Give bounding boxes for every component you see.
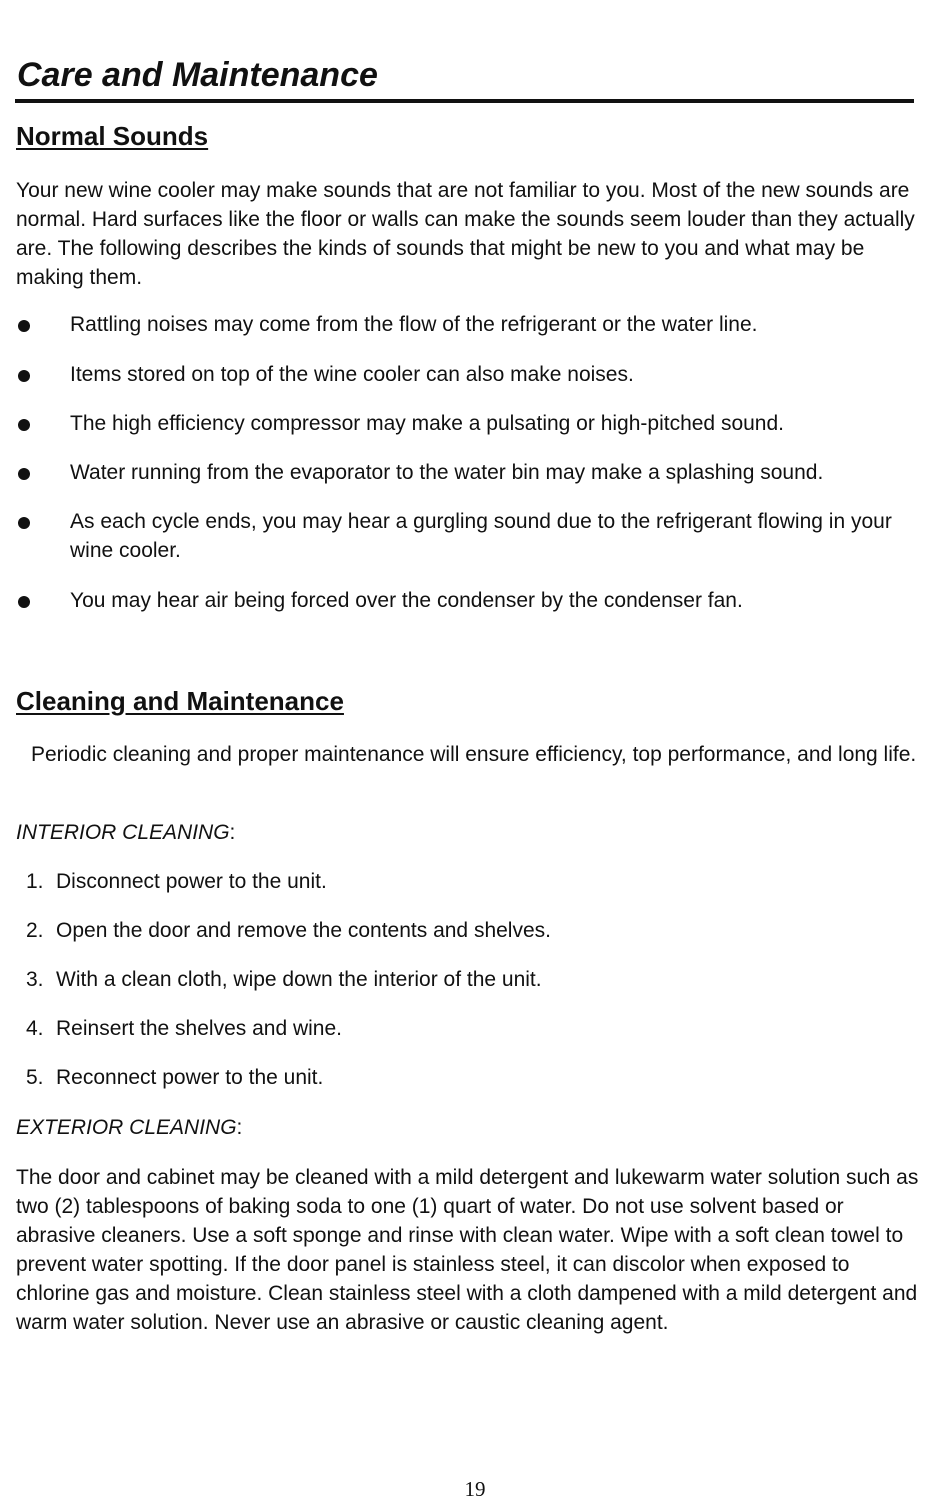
step-number: 2. — [26, 919, 44, 942]
bullet-icon — [18, 419, 30, 431]
bullet-icon — [18, 596, 30, 608]
list-item-text: Water running from the evaporator to the water bin may make a splashing sound. — [70, 461, 824, 484]
list-item-text: The high efficiency compressor may make a pulsating or high-pitched sound. — [70, 412, 784, 435]
normal-sounds-heading: Normal Sounds — [16, 121, 209, 151]
step-text: Reinsert the shelves and wine. — [56, 1017, 342, 1040]
exterior-cleaning-label — [16, 1113, 242, 1142]
page-number: 19 — [464, 1477, 486, 1501]
list-item-text: As each cycle ends, you may hear a gurgling sound due to the refrigerant flowing in your wine cooler. — [70, 510, 892, 562]
bullet-icon — [18, 320, 30, 332]
list-item-text: You may hear air being forced over the condenser by the condenser fan. — [70, 589, 743, 612]
cleaning-intro: Periodic cleaning and proper maintenance will ensure efficiency, top performance, and long life. — [31, 743, 917, 766]
step-number: 5. — [26, 1066, 44, 1089]
step-text: Open the door and remove the contents and shelves. — [56, 919, 551, 942]
label-colon: : — [229, 821, 236, 844]
exterior-cleaning-label-text: EXTERIOR CLEANING — [16, 1116, 237, 1139]
step-text: Reconnect power to the unit. — [56, 1066, 324, 1089]
step-number: 1. — [26, 870, 44, 893]
list-item-text: Items stored on top of the wine cooler can also make noises. — [70, 363, 634, 386]
normal-sounds-intro: Your new wine cooler may make sounds that are not familiar to you. Most of the new sounds are normal. Hard surfaces like the floor or walls can make the sounds seem louder than they actually are. The following describes the kinds of sounds that might be new to you and what may be making them. — [16, 179, 915, 289]
label-colon: : — [236, 1116, 243, 1139]
page-title: Care and Maintenance — [17, 56, 378, 94]
title-divider — [15, 99, 914, 103]
step-number: 3. — [26, 968, 44, 991]
step-number: 4. — [26, 1017, 44, 1040]
bullet-icon — [18, 468, 30, 480]
list-item-text: Rattling noises may come from the flow of the refrigerant or the water line. — [70, 313, 758, 336]
exterior-cleaning-text: The door and cabinet may be cleaned with a mild detergent and lukewarm water solution such as two (2) tablespoons of baking soda to one (1) quart of water. Do not use solvent based or abrasive cleaners. Use a soft sponge and rinse with clean water. Wipe with a soft clean towel to prevent water spotting. If the door panel is stainless steel, it can discolor when exposed to chlorine gas and moisture. Clean stainless steel with a cloth dampened with a mild detergent and warm water solution. Never use an abrasive or caustic cleaning agent. — [16, 1166, 919, 1334]
interior-cleaning-label-text: INTERIOR CLEANING — [16, 821, 230, 844]
cleaning-heading: Cleaning and Maintenance — [16, 686, 344, 716]
step-text: With a clean cloth, wipe down the interior of the unit. — [56, 968, 542, 991]
bullet-icon — [18, 370, 30, 382]
bullet-icon — [18, 517, 30, 529]
interior-cleaning-label — [16, 818, 235, 847]
step-text: Disconnect power to the unit. — [56, 870, 327, 893]
